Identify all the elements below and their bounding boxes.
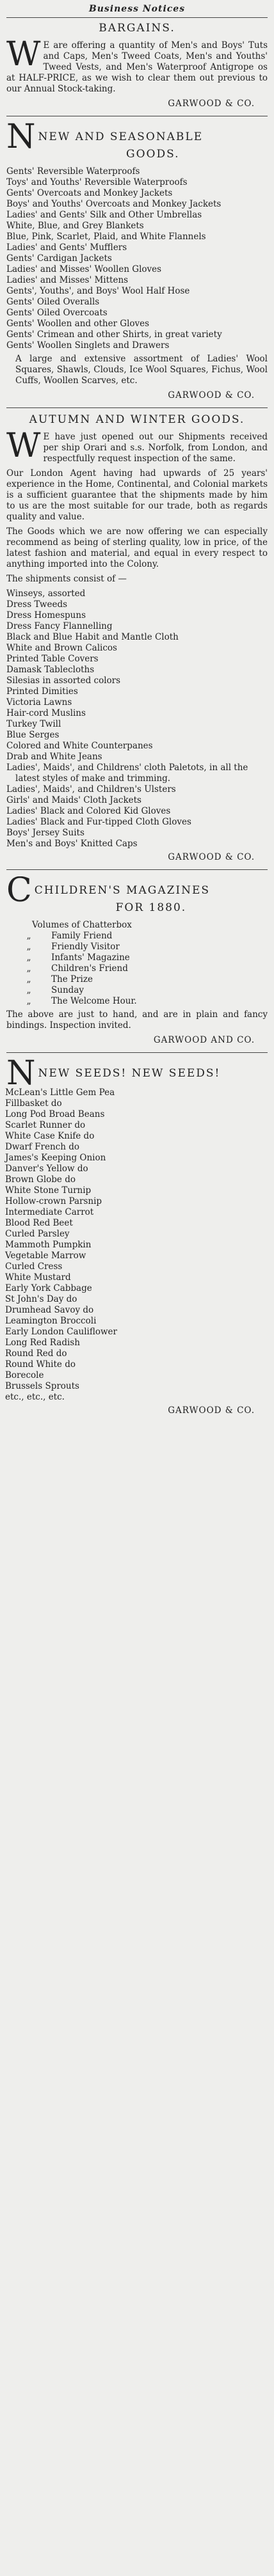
list-item: Curled Cress: [5, 1261, 63, 1272]
list-item: Intermediate Carrot: [5, 1207, 94, 1217]
magazines-first: Volumes of Chatterbox: [32, 920, 132, 930]
magazines-note: The above are just to hand, and are in plain and fancy bindings. Inspection invited.: [6, 1009, 268, 1031]
magazine-name: Friendly Visitor: [51, 942, 120, 952]
list-item: Mammoth Pumpkin: [5, 1240, 92, 1250]
list-item: James's Keeping Onion: [5, 1153, 106, 1163]
list-item: Dress Fancy Flannelling: [6, 621, 113, 631]
list-item: Gents' Cardigan Jackets: [6, 253, 112, 264]
autumn-para-1-text: E have just opened out our Shipments received per ship Orari and s.s. Norfolk, from London, and respectfully request inspection of the same.: [43, 432, 268, 464]
list-item: Hair-cord Muslins: [6, 708, 86, 718]
list-item: Victoria Lawns: [6, 697, 72, 707]
list-item: White, Blue, and Grey Blankets: [6, 221, 144, 231]
list-item: White Stone Turnip: [5, 1185, 92, 1196]
list-item: Vegetable Marrow: [5, 1251, 86, 1261]
seeds-signature: GARWOOD & CO.: [168, 1405, 255, 1416]
magazine-name: The Welcome Hour.: [51, 996, 137, 1006]
list-item: Blue Serges: [6, 730, 60, 740]
ditto-mark: „: [26, 942, 31, 952]
magazine-row: [6, 996, 268, 1007]
autumn-intro: The shipments consist of —: [6, 574, 127, 584]
list-item: Gents' Oiled Overcoats: [6, 308, 108, 318]
magazines-list: [6, 931, 268, 1007]
ditto-mark: „: [26, 952, 31, 963]
magazine-name: Children's Friend: [51, 963, 128, 974]
list-item: Silesias in assorted colors: [6, 676, 121, 686]
list-item: Fillbasket do: [5, 1098, 62, 1109]
list-item: Boys' Jersey Suits: [6, 828, 85, 838]
magazine-row: [6, 952, 268, 963]
magazines-dropcap: C: [6, 876, 32, 910]
list-item: Boys' and Youths' Overcoats and Monkey Jackets: [6, 199, 222, 209]
list-item: Scarlet Runner do: [5, 1120, 86, 1130]
list-item: White Mustard: [5, 1272, 71, 1283]
list-item: Men's and Boys' Knitted Caps: [6, 839, 138, 849]
list-item: Ladies' and Gents' Mufflers: [6, 242, 127, 253]
seeds-dropcap: N: [6, 1059, 36, 1087]
seeds-notice: [6, 1059, 268, 1416]
autumn-title: AUTUMN AND WINTER GOODS.: [29, 413, 245, 426]
list-item: Ladies' Black and Colored Kid Gloves: [6, 806, 171, 816]
magazine-name: Infants' Magazine: [51, 952, 130, 963]
magazine-name: Family Friend: [51, 931, 113, 941]
autumn-para-1: [6, 427, 268, 465]
list-item: Early London Cauliflower: [5, 1327, 117, 1337]
list-item: Printed Dimities: [6, 686, 78, 697]
list-item: Curled Parsley: [5, 1229, 70, 1239]
divider: [6, 17, 268, 18]
new-goods-signature: GARWOOD & CO.: [168, 390, 255, 400]
bargains-title: BARGAINS.: [99, 22, 175, 35]
autumn-para-2: Our London Agent having had upwards of 25 years' experience in the Home, Continental, and Colonial markets is a sufficient guarantee that the shipments made by him to us are the most suitable for our trade, both as regards quality and value.: [6, 468, 268, 522]
list-item: Ladies' and Misses' Woollen Gloves: [6, 264, 162, 274]
new-goods-title-1: NEW AND SEASONABLE: [38, 130, 204, 143]
list-item: Gents' Woollen and other Gloves: [6, 319, 150, 329]
list-item: Drab and White Jeans: [6, 752, 102, 762]
list-item: Round White do: [5, 1359, 76, 1370]
autumn-winter-notice: [6, 415, 268, 863]
list-item: Danver's Yellow do: [5, 1164, 88, 1174]
list-item: Black and Blue Habit and Mantle Cloth: [6, 632, 179, 642]
list-item: Dress Homespuns: [6, 610, 86, 620]
list-item: Dwarf French do: [5, 1142, 79, 1152]
list-item: White and Brown Calicos: [6, 643, 117, 653]
bargains-dropcap: W: [6, 35, 41, 74]
list-item: etc., etc., etc.: [5, 1392, 65, 1402]
list-item: Early York Cabbage: [5, 1283, 92, 1293]
list-item: Drumhead Savoy do: [5, 1305, 94, 1315]
list-item: St John's Day do: [5, 1294, 77, 1304]
autumn-signature: GARWOOD & CO.: [168, 852, 255, 862]
autumn-list: [6, 589, 268, 849]
list-item: Gents' Overcoats and Monkey Jackets: [6, 188, 173, 198]
list-item: Gents', Youths', and Boys' Wool Half Hose: [6, 286, 190, 296]
list-item: Ladies', Maids', and Children's Ulsters: [6, 784, 176, 794]
list-item: Dress Tweeds: [6, 599, 68, 610]
magazines-signature: GARWOOD AND CO.: [153, 1035, 255, 1045]
magazine-name: The Prize: [51, 974, 93, 984]
list-item: McLean's Little Gem Pea: [5, 1087, 115, 1098]
new-goods-heading: [6, 123, 268, 166]
list-item: Ladies' and Misses' Mittens: [6, 275, 129, 285]
list-item: Long Red Radish: [5, 1338, 80, 1348]
list-item: Ladies' and Gents' Silk and Other Umbrellas: [6, 210, 202, 220]
new-goods-dropcap: N: [6, 123, 36, 156]
ditto-mark: „: [26, 931, 31, 941]
autumn-para-3: The Goods which we are now offering we can especially recommend as being of sterling quality, low in price, of the latest fashion and material, and equal in every respect to anything imported into the Colony.: [6, 526, 268, 569]
list-item: Gents' Woollen Singlets and Drawers: [6, 340, 170, 351]
list-item: Ladies' Black and Fur-tipped Cloth Gloves: [6, 817, 191, 827]
list-item: Blue, Pink, Scarlet, Plaid, and White Flannels: [6, 232, 206, 242]
new-goods-list: [6, 166, 268, 351]
seeds-heading: [6, 1059, 268, 1087]
list-item: White Case Knife do: [5, 1131, 95, 1141]
list-item: Turkey Twill: [6, 719, 61, 729]
list-item: Gents' Reversible Waterproofs: [6, 166, 140, 177]
divider: [6, 407, 268, 408]
list-item: Damask Tablecloths: [6, 665, 95, 675]
list-item: Round Red do: [5, 1348, 67, 1359]
bargains-text: E are offering a quantity of Men's and Boys' Tuts and Caps, Men's Tweed Coats, Men's and Youths' Tweed Vests, and Men's Waterproof Antigrope os at HALF-PRICE, as we wish to clear them out previous to our Annual Stock-taking.: [6, 40, 268, 94]
list-item: Gents' Crimean and other Shirts, in great variety: [6, 329, 222, 340]
list-item: Hollow-crown Parsnip: [5, 1196, 102, 1206]
list-item: Colored and White Counterpanes: [6, 741, 153, 751]
list-item: Borecole: [5, 1370, 44, 1380]
new-goods-extra: A large and extensive assortment of Ladies' Wool Squares, Shawls, Clouds, Ice Wool Squares, Fichus, Wool Cuffs, Woollen Scarves, etc.: [15, 354, 268, 386]
magazine-row: [6, 963, 268, 974]
ditto-mark: „: [26, 963, 31, 974]
bargains-notice: [6, 23, 268, 109]
magazine-row: [6, 942, 268, 952]
list-item: Brussels Sprouts: [5, 1381, 79, 1391]
column-header: Business Notices: [88, 4, 186, 14]
new-goods-title-2: GOODS.: [125, 148, 180, 161]
divider: [6, 869, 268, 870]
seeds-title: NEW SEEDS! NEW SEEDS!: [38, 1067, 221, 1080]
list-item: Toys' and Youths' Reversible Waterproofs: [6, 177, 188, 187]
magazine-row: [6, 974, 268, 985]
list-item: Ladies', Maids', and Childrens' cloth Paletots, in all the latest styles of make and trimming.: [6, 763, 248, 784]
magazine-name: Sunday: [51, 985, 84, 995]
list-item: Brown Globe do: [5, 1174, 76, 1185]
list-item: Printed Table Covers: [6, 654, 99, 664]
divider: [6, 1052, 268, 1053]
magazines-title-1: CHILDREN'S MAGAZINES: [34, 884, 211, 897]
seeds-list: [6, 1087, 268, 1403]
bargains-signature: GARWOOD & CO.: [168, 99, 255, 109]
ditto-mark: „: [26, 996, 31, 1006]
magazines-title-2: FOR 1880.: [115, 901, 187, 914]
list-item: Girls' and Maids' Cloth Jackets: [6, 795, 141, 805]
magazines-heading: [6, 876, 268, 920]
list-item: Winseys, assorted: [6, 589, 86, 599]
list-item: Blood Red Beet: [5, 1218, 73, 1228]
autumn-dropcap: W: [6, 427, 41, 465]
ditto-mark: „: [26, 974, 31, 984]
list-item: Leamington Broccoli: [5, 1316, 97, 1326]
list-item: Gents' Oiled Overalls: [6, 297, 100, 307]
magazines-notice: [6, 876, 268, 1046]
new-goods-notice: [6, 123, 268, 401]
bargains-body: [6, 35, 268, 95]
list-item: Long Pod Broad Beans: [5, 1109, 105, 1119]
ditto-mark: „: [26, 985, 31, 995]
magazine-row: [6, 985, 268, 996]
magazine-row: [6, 931, 268, 942]
